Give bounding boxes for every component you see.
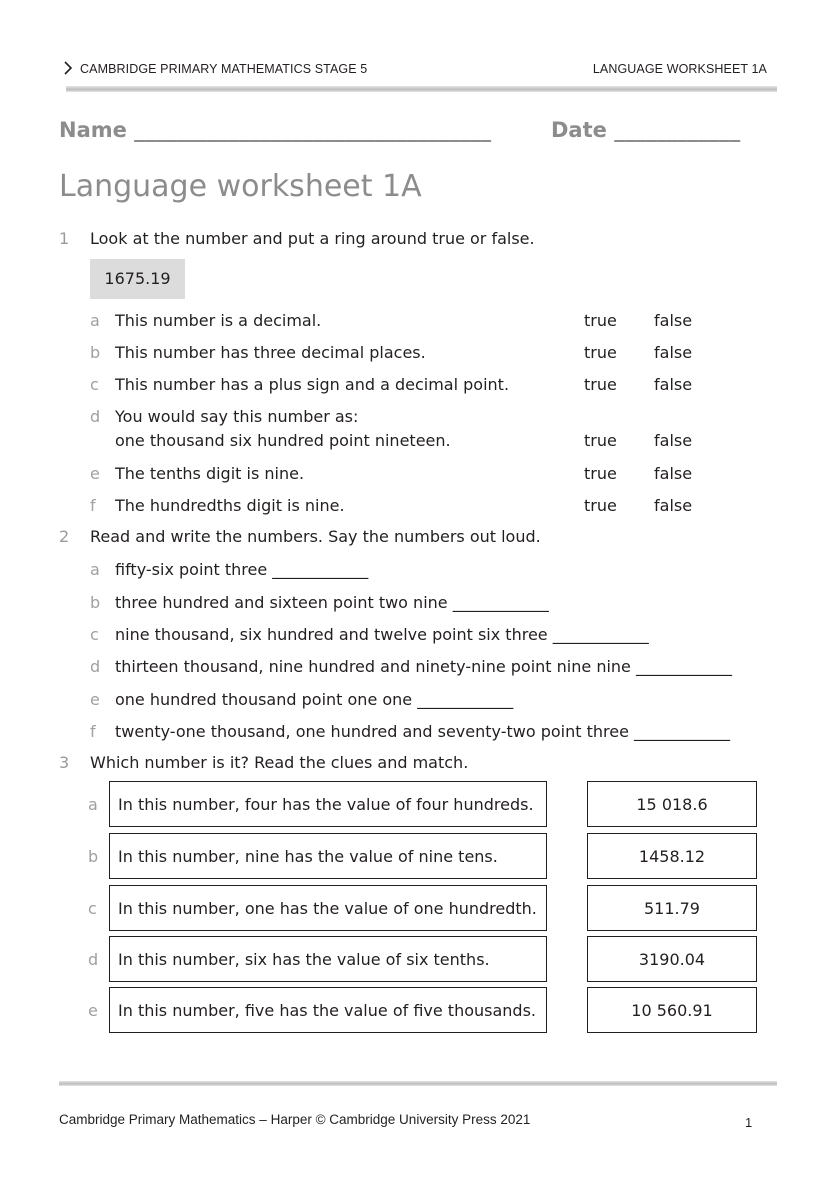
item-letter: a bbox=[90, 560, 100, 579]
number-box: 1675.19 bbox=[90, 259, 185, 299]
clue-box[interactable]: In this number, one has the value of one hundredth. bbox=[109, 885, 547, 931]
item-letter: f bbox=[90, 722, 96, 741]
item-text: This number has a plus sign and a decimal point. bbox=[115, 375, 510, 394]
write-number-item[interactable]: fifty-six point three ____________ bbox=[115, 560, 369, 579]
clue-box[interactable]: In this number, six has the value of six tenths. bbox=[109, 936, 547, 982]
item-text: This number is a decimal. bbox=[115, 311, 322, 330]
question-number: 2 bbox=[59, 527, 70, 546]
write-number-item[interactable]: one hundred thousand point one one ____________ bbox=[115, 690, 514, 709]
page-title: Language worksheet 1A bbox=[59, 169, 422, 204]
true-option[interactable]: true bbox=[584, 431, 617, 450]
page-number: 1 bbox=[745, 1115, 753, 1130]
false-option[interactable]: false bbox=[654, 375, 693, 394]
item-letter: d bbox=[88, 950, 99, 969]
true-option[interactable]: true bbox=[584, 311, 617, 330]
item-letter: b bbox=[90, 343, 101, 362]
item-letter: c bbox=[90, 625, 99, 644]
value-box[interactable]: 1458.12 bbox=[587, 833, 757, 879]
date-field: Date ____________ bbox=[551, 118, 741, 142]
item-text: The tenths digit is nine. bbox=[115, 464, 305, 483]
false-option[interactable]: false bbox=[654, 464, 693, 483]
write-number-item[interactable]: three hundred and sixteen point two nine ____________ bbox=[115, 593, 549, 612]
false-option[interactable]: false bbox=[654, 496, 693, 515]
write-number-item[interactable]: thirteen thousand, nine hundred and ninety-nine point nine nine ____________ bbox=[115, 657, 732, 676]
item-letter: d bbox=[90, 657, 101, 676]
item-text-line2: one thousand six hundred point nineteen. bbox=[115, 431, 451, 450]
clue-box[interactable]: In this number, four has the value of four hundreds. bbox=[109, 781, 547, 827]
clue-box[interactable]: In this number, five has the value of five thousands. bbox=[109, 987, 547, 1033]
item-letter: e bbox=[88, 1001, 98, 1020]
item-letter: e bbox=[90, 690, 100, 709]
item-text: The hundredths digit is nine. bbox=[115, 496, 345, 515]
header-rule bbox=[66, 86, 777, 92]
item-letter: e bbox=[90, 464, 100, 483]
item-letter: d bbox=[90, 407, 101, 426]
name-field: Name __________________________________ bbox=[59, 118, 492, 142]
footer-rule bbox=[59, 1081, 777, 1086]
value-box[interactable]: 511.79 bbox=[587, 885, 757, 931]
value-box[interactable]: 3190.04 bbox=[587, 936, 757, 982]
running-header-left: CAMBRIDGE PRIMARY MATHEMATICS STAGE 5 bbox=[80, 62, 368, 76]
value-box[interactable]: 15 018.6 bbox=[587, 781, 757, 827]
question-text: Read and write the numbers. Say the numbers out loud. bbox=[90, 527, 541, 546]
item-letter: c bbox=[90, 375, 99, 394]
false-option[interactable]: false bbox=[654, 431, 693, 450]
question-number: 1 bbox=[59, 229, 70, 248]
footer-copyright: Cambridge Primary Mathematics – Harper © Cambridge University Press 2021 bbox=[59, 1112, 531, 1127]
item-letter: c bbox=[88, 899, 97, 918]
write-number-item[interactable]: nine thousand, six hundred and twelve point six three ____________ bbox=[115, 625, 649, 644]
question-text: Which number is it? Read the clues and match. bbox=[90, 753, 469, 772]
item-text: This number has three decimal places. bbox=[115, 343, 426, 362]
item-text: You would say this number as: bbox=[115, 407, 359, 426]
write-number-item[interactable]: twenty-one thousand, one hundred and seventy-two point three ____________ bbox=[115, 722, 731, 741]
true-option[interactable]: true bbox=[584, 464, 617, 483]
value-box[interactable]: 10 560.91 bbox=[587, 987, 757, 1033]
item-letter: a bbox=[90, 311, 100, 330]
false-option[interactable]: false bbox=[654, 343, 693, 362]
chevron-right-icon bbox=[63, 61, 73, 75]
item-letter: b bbox=[90, 593, 101, 612]
true-option[interactable]: true bbox=[584, 375, 617, 394]
true-option[interactable]: true bbox=[584, 343, 617, 362]
item-letter: a bbox=[88, 795, 98, 814]
item-letter: b bbox=[88, 847, 99, 866]
question-text: Look at the number and put a ring around true or false. bbox=[90, 229, 535, 248]
false-option[interactable]: false bbox=[654, 311, 693, 330]
item-letter: f bbox=[90, 496, 96, 515]
clue-box[interactable]: In this number, nine has the value of nine tens. bbox=[109, 833, 547, 879]
running-header-right: LANGUAGE WORKSHEET 1A bbox=[592, 62, 767, 76]
true-option[interactable]: true bbox=[584, 496, 617, 515]
question-number: 3 bbox=[59, 753, 70, 772]
